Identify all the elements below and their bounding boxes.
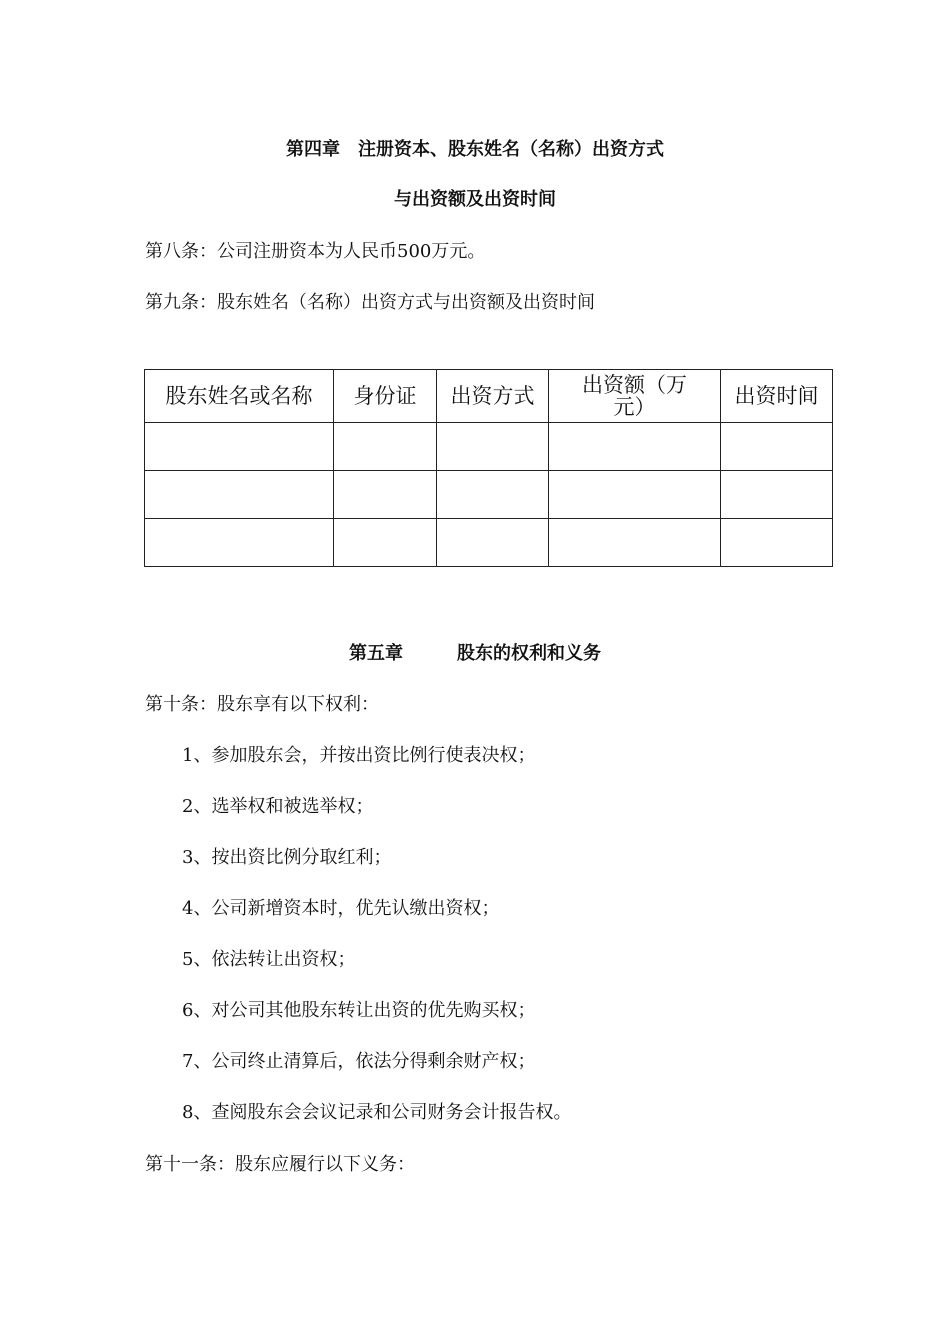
article-8: 第八条：公司注册资本为人民币500万元。 — [145, 241, 486, 262]
right-item-7: 7、公司终止清算后，依法分得剩余财产权； — [182, 1051, 536, 1072]
table-header-row — [145, 370, 833, 423]
table-cell — [145, 471, 334, 519]
table-row — [145, 423, 833, 471]
article-11: 第十一条：股东应履行以下义务： — [145, 1154, 415, 1175]
table-cell — [549, 471, 721, 519]
header-contribution-method: 出资方式 — [437, 370, 549, 423]
chapter-4-title-line-1: 第四章 注册资本、股东姓名（名称）出资方式 — [286, 139, 664, 160]
right-item-6: 6、对公司其他股东转让出资的优先购买权； — [182, 1000, 536, 1021]
table-cell — [145, 519, 334, 567]
header-contribution-amount: 出资额（万元） — [549, 370, 721, 423]
header-id-card: 身份证 — [334, 370, 437, 423]
table-cell — [721, 471, 833, 519]
right-item-8: 8、查阅股东会会议记录和公司财务会计报告权。 — [182, 1102, 572, 1123]
shareholder-contribution-table — [144, 369, 833, 567]
table-cell — [549, 423, 721, 471]
chapter-4-title-line-2: 与出资额及出资时间 — [394, 189, 556, 210]
right-item-2: 2、选举权和被选举权； — [182, 796, 374, 817]
article-10: 第十条：股东享有以下权利： — [145, 694, 379, 715]
table-cell — [334, 471, 437, 519]
right-item-3: 3、按出资比例分取红利； — [182, 847, 392, 868]
table-cell — [334, 423, 437, 471]
table-cell — [721, 519, 833, 567]
right-item-5: 5、依法转让出资权； — [182, 949, 356, 970]
article-9: 第九条：股东姓名（名称）出资方式与出资额及出资时间 — [145, 292, 595, 313]
table-cell — [437, 519, 549, 567]
table-cell — [721, 423, 833, 471]
table-row — [145, 519, 833, 567]
table-cell — [437, 471, 549, 519]
right-item-1: 1、参加股东会，并按出资比例行使表决权； — [182, 745, 536, 766]
header-contribution-time: 出资时间 — [721, 370, 833, 423]
header-shareholder-name: 股东姓名或名称 — [145, 370, 334, 423]
right-item-4: 4、公司新增资本时，优先认缴出资权； — [182, 898, 500, 919]
table-cell — [549, 519, 721, 567]
table-cell — [437, 423, 549, 471]
table-row — [145, 471, 833, 519]
table-cell — [145, 423, 334, 471]
chapter-5-title: 第五章 股东的权利和义务 — [349, 643, 601, 664]
table-cell — [334, 519, 437, 567]
